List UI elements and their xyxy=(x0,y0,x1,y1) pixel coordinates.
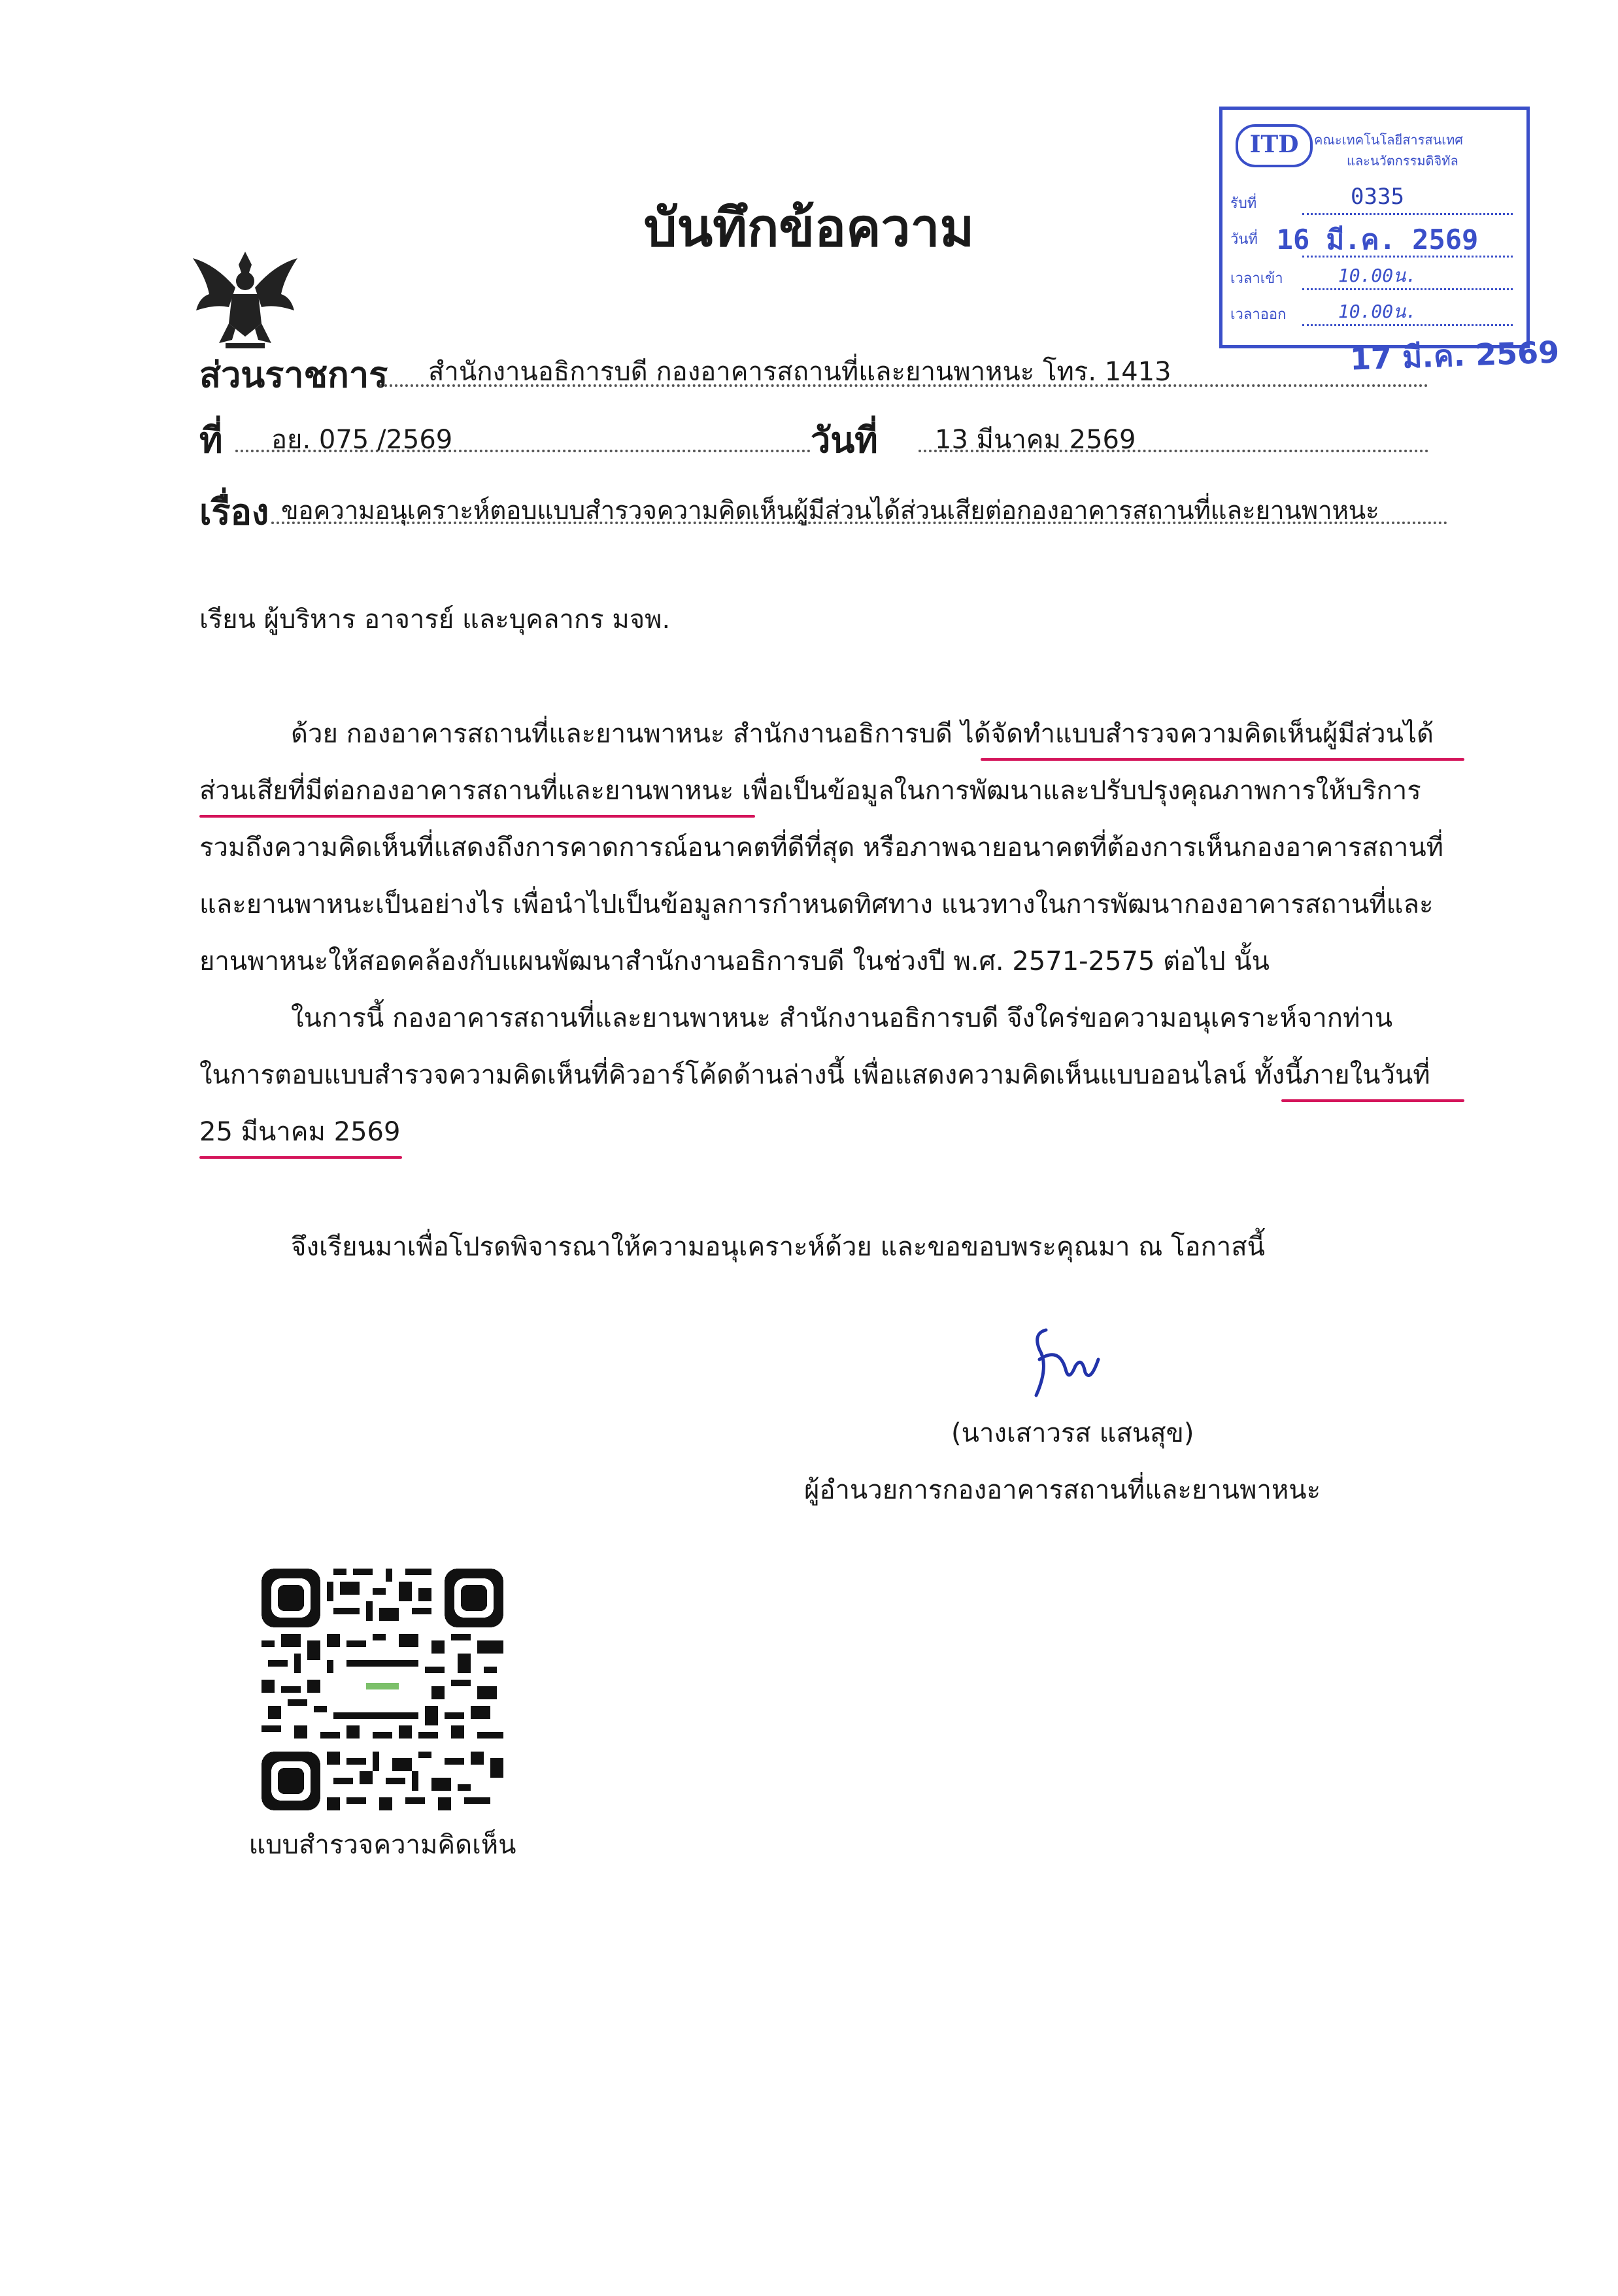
stamp-org-line1: คณะเทคโนโลยีสารสนเทศ xyxy=(1314,132,1463,148)
itd-logo: ITD xyxy=(1236,124,1313,167)
highlight-underline xyxy=(199,815,755,818)
highlight-underline xyxy=(199,1156,402,1159)
p2-line2: ในการตอบแบบสำรวจความคิดเห็นที่คิวอาร์โค้ดด้านล่างนี้ เพื่อแสดงความคิดเห็นแบบออนไลน์ ทั้งนี้ภายในวันที่ xyxy=(199,1060,1430,1090)
stamp-time-in-label: เวลาเข้า xyxy=(1230,271,1283,287)
stamp-date-label: วันที่ xyxy=(1230,231,1258,248)
subject-value: ขอความอนุเคราะห์ตอบแบบสำรวจความคิดเห็นผู้มีส่วนได้ส่วนเสียต่อกองอาคารสถานที่และยานพาหนะ xyxy=(281,496,1379,525)
stamp-org-line2: และนวัตกรรมดิจิทัล xyxy=(1347,153,1458,169)
salutation: เรียน ผู้บริหาร อาจารย์ และบุคลากร มจพ. xyxy=(199,605,671,635)
subject-label: เรื่อง xyxy=(199,491,269,533)
agency-row xyxy=(199,346,1428,395)
date-value: 13 มีนาคม 2569 xyxy=(935,425,1136,455)
garuda-emblem-icon xyxy=(190,245,301,350)
stamp-receipt-value: 0335 xyxy=(1351,184,1404,210)
stamp-date-value: 16 มี.ค. 2569 xyxy=(1276,224,1479,256)
signature-icon xyxy=(1020,1320,1111,1412)
stamp-time-in-value: 10.00น. xyxy=(1338,265,1417,286)
p1-line1: ด้วย กองอาคารสถานที่และยานพาหนะ สำนักงานอธิการบดี ได้จัดทำแบบสำรวจความคิดเห็นผู้มีส่วนได้ xyxy=(291,719,1434,749)
qr-caption: แบบสำรวจความคิดเห็น xyxy=(248,1830,516,1860)
subject-row xyxy=(199,484,1448,533)
stamp-receipt-label: รับที่ xyxy=(1230,195,1257,212)
p1-line3: รวมถึงความคิดเห็นที่แสดงถึงการคาดการณ์อนาคตที่ดีที่สุด หรือภาพฉายอนาคตที่ต้องการเห็นกองอาคารสถานที่ xyxy=(199,833,1444,863)
highlight-underline xyxy=(1281,1099,1464,1102)
closing-text: จึงเรียนมาเพื่อโปรดพิจารณาให้ความอนุเคราะห์ด้วย และขอขอบพระคุณมา ณ โอกาสนี้ xyxy=(291,1232,1265,1262)
stamp-time-out-value: 10.00น. xyxy=(1338,301,1417,322)
number-date-row xyxy=(199,412,1428,461)
survey-qr-code[interactable] xyxy=(261,1569,503,1810)
receipt-stamp xyxy=(1219,107,1530,348)
stamp-second-date: 17 มี.ค. 2569 xyxy=(1349,334,1560,377)
number-label: ที่ xyxy=(199,420,223,461)
signer-position: ผู้อำนวยการกองอาคารสถานที่และยานพาหนะ xyxy=(804,1475,1321,1505)
p2-line3: 25 มีนาคม 2569 xyxy=(199,1117,401,1147)
signer-name: (นางเสาวรส แสนสุข) xyxy=(951,1418,1194,1448)
page-title: บันทึกข้อความ xyxy=(643,197,975,258)
highlight-underline xyxy=(981,758,1464,761)
agency-value: สำนักงานอธิการบดี กองอาคารสถานที่และยานพาหนะ โทร. 1413 xyxy=(428,357,1171,387)
p1-line4: และยานพาหนะเป็นอย่างไร เพื่อนำไปเป็นข้อมูลการกำหนดทิศทาง แนวทางในการพัฒนากองอาคารสถานที่และ xyxy=(199,890,1434,920)
p1-line5: ยานพาหนะให้สอดคล้องกับแผนพัฒนาสำนักงานอธิการบดี ในช่วงปี พ.ศ. 2571-2575 ต่อไป นั้น xyxy=(199,946,1270,976)
p1-line2: ส่วนเสียที่มีต่อกองอาคารสถานที่และยานพาหนะ เพื่อเป็นข้อมูลในการพัฒนาและปรับปรุงคุณภาพการให้บริการ xyxy=(199,776,1421,806)
stamp-time-out-label: เวลาออก xyxy=(1230,307,1287,323)
date-label: วันที่ xyxy=(811,420,878,461)
number-value: อย. 075 /2569 xyxy=(271,425,453,455)
p2-line1: ในการนี้ กองอาคารสถานที่และยานพาหนะ สำนักงานอธิการบดี จึงใคร่ขอความอนุเคราะห์จากท่าน xyxy=(291,1003,1393,1033)
agency-label: ส่วนราชการ xyxy=(199,354,388,395)
